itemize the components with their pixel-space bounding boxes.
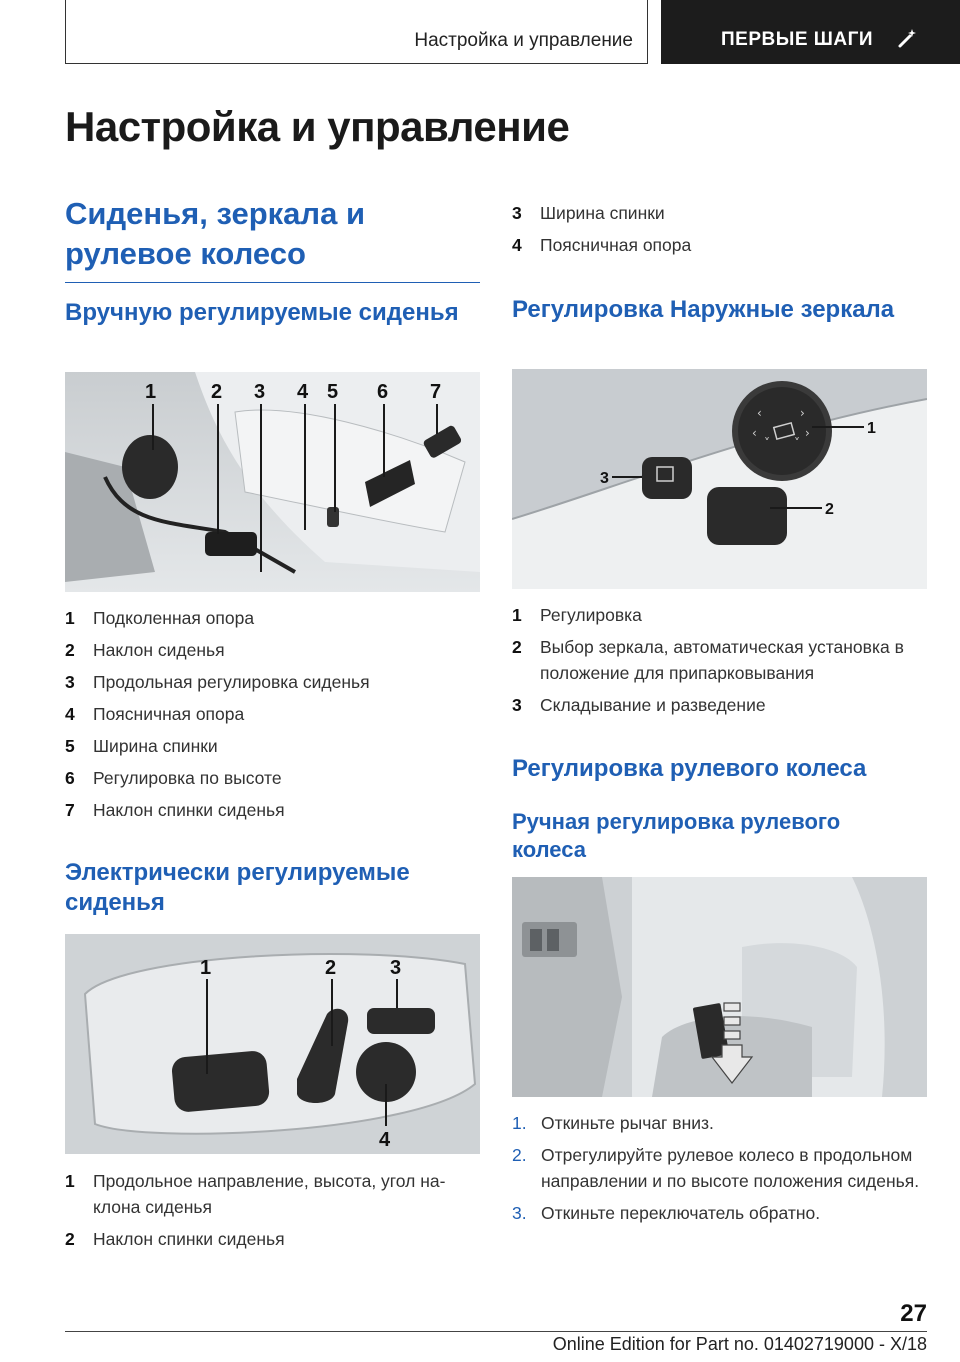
step-item: 1. Откиньте рычаг вниз. [512,1113,714,1133]
manual-figure-label: 6 [377,381,389,403]
manual-figure-label: 5 [327,381,339,403]
legend-item: 2 Наклон сиденья [65,640,225,660]
mirror-figure-label: 2 [825,501,834,518]
legend-item: 7 Наклон спинки сиденья [65,800,285,820]
legend-item: 3 Ширина спинки [512,203,665,223]
steering-steps [512,1110,927,1232]
electric-figure-label: 2 [325,957,337,979]
svg-text:˅: ˅ [764,436,770,450]
step-item: 2. Отрегулируйте рулевое колесо в продольном направлении и по высоте положения сиденья. [512,1145,920,1191]
legend-item: 4 Поясничная опора [65,704,245,724]
footer-divider [65,1331,927,1332]
magic-wand-icon [897,27,919,54]
electric-figure-label: 4 [379,1129,391,1151]
manual-figure-label: 1 [145,381,157,403]
manual-figure-label: 7 [430,381,442,403]
electric-seats-legend-b [512,200,927,264]
legend-item: 6 Регулировка по высоте [65,768,282,788]
svg-text:˅: ˅ [794,436,800,450]
mirror-figure-label: 1 [867,420,876,437]
manual-seat-figure [65,372,480,592]
mirror-controls-figure [512,369,927,589]
legend-item: 3 Складывание и разведение [512,695,766,715]
manual-figure-label: 3 [254,381,266,403]
page-title: Настройка и управление [65,103,570,150]
legend-item: 1 Регулировка [512,605,642,625]
mirrors-heading: Регулировка Наружные зеркала [512,296,895,323]
manual-figure-label: 4 [297,381,309,403]
steering-subheading: Ручная регулировка рулевого колеса [512,809,841,862]
step-item: 3. Откиньте переключатель обратно. [512,1203,821,1223]
legend-item: 4 Поясничная опора [512,235,692,255]
svg-text:›: › [805,426,810,440]
mirrors-legend [512,602,927,724]
manual-seats-legend [65,605,480,829]
electric-seat-figure [65,934,480,1154]
manual-figure-label: 2 [211,381,223,403]
svg-text:‹: ‹ [757,406,762,420]
edition-text: Online Edition for Part no. 01402719000 - X/18 [552,1334,927,1354]
header-section-box [65,0,648,64]
header-section-title: Настройка и управление [414,30,633,51]
legend-item: 1 Подколенная опора [65,608,255,628]
steering-heading: Регулировка рулевого колеса [512,755,867,782]
header-chapter-label: ПЕРВЫЕ ШАГИ [721,29,874,50]
legend-item: 1 Продольное направление, высота, угол наклона сиденья [65,1171,446,1217]
header-chapter-tab[interactable] [661,0,960,64]
legend-item: 2 Наклон спинки сиденья [65,1229,285,1249]
page-number: 27 [900,1300,927,1327]
legend-item: 5 Ширина спинки [65,736,218,756]
mirror-figure-label: 3 [600,470,609,487]
electric-seats-legend-a [65,1168,480,1258]
electric-figure-label: 3 [390,957,402,979]
chapter-heading: Сиденья, зеркала и рулевое колесо [65,194,480,283]
electric-seats-heading: Электрически регулируемые сиденья [65,859,410,916]
legend-item: 3 Продольная регулировка сиденья [65,672,370,692]
svg-text:›: › [800,406,805,420]
svg-text:‹: ‹ [752,426,757,440]
steering-lever-figure [512,877,927,1097]
manual-seats-heading: Вручную регулируемые сиденья [65,299,459,326]
legend-item: 2 Выбор зеркала, автоматическая установка в положение для припарковывания [512,637,904,683]
electric-figure-label: 1 [200,957,212,979]
